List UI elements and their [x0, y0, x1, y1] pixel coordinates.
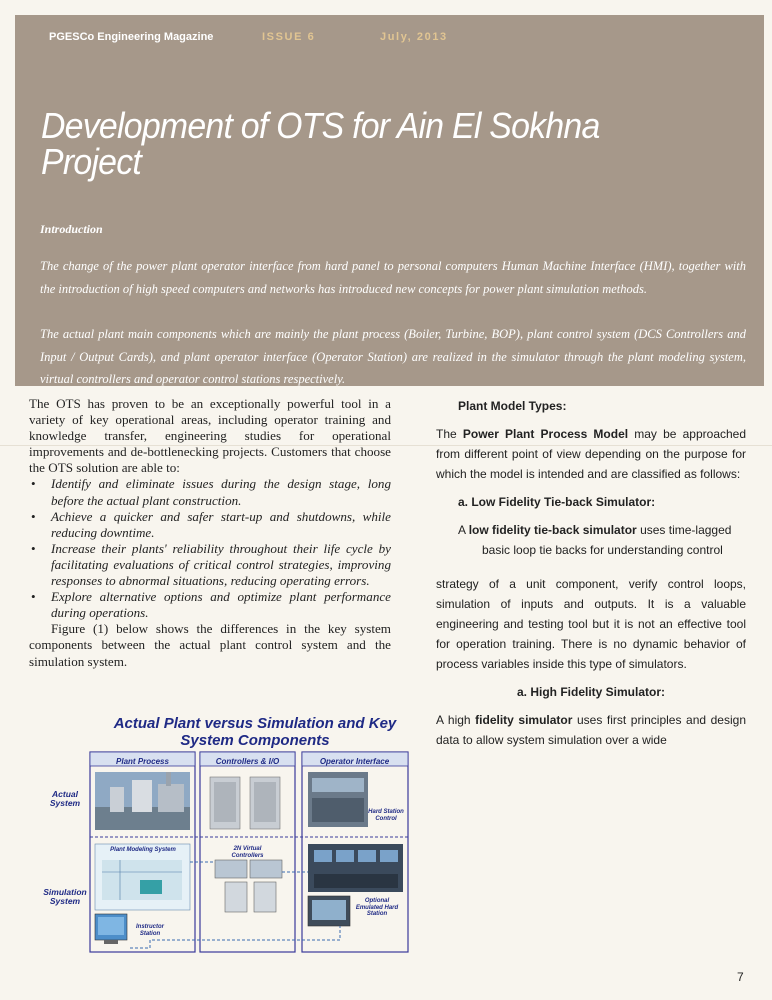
bullet-icon: • [31, 540, 36, 556]
right-column [436, 396, 746, 758]
system-components-figure [40, 712, 410, 958]
intro-paragraph: The actual plant main components which are mainly the plant process (Boiler, Turbine, BOP), plant control system (DCS Controllers and Input / Output Cards), and plant operator interface (Operator Station) are realized in the simulator through the plant modeling system, virtual controllers and operator control stations respectively. [40, 327, 746, 386]
body-paragraph: strategy of a unit component, verify control loops, simulation of inputs and outputs. It is a valuable engineering and testing tool but it is not an effective tool for operation training. There is no dynamic behavior of process variables inside this type of simulators. [436, 577, 746, 671]
figure-caption: Instructor Station [135, 924, 164, 937]
intro-heading: Introduction [40, 222, 103, 236]
figure-caption: Hard Station Control [368, 809, 404, 822]
body-paragraph: The OTS has proven to be an exceptionally powerful tool in a variety of key operational areas, including operator training and knowledge transfer, engineering studies for operational improvements and de-bottlenecking projects. Customers that choose the OTS solution are able to: [29, 396, 391, 476]
left-column [29, 396, 391, 670]
magazine-name: PGESCo Engineering Magazine [49, 31, 214, 43]
header-banner [15, 15, 764, 386]
issue-number: ISSUE 6 [262, 31, 316, 43]
figure-column-label: Controllers & I/O [215, 757, 280, 766]
bullet-item: • Increase their plants' reliability throughout their life cycle by facilitating evaluations of critical control strategies, improving responses to abnormal situations, reducing operating errors. [31, 540, 391, 589]
subsection-heading: a. High Fidelity Simulator: [516, 685, 665, 699]
bullet-icon: • [31, 476, 36, 492]
figure-caption: Plant Modeling System [110, 847, 176, 853]
subsection-heading: a. Low Fidelity Tie-back Simulator: [458, 495, 656, 509]
figure-column-label: Operator Interface [319, 757, 390, 766]
bullet-list [29, 476, 391, 621]
intro-paragraph: The change of the power plant operator interface from hard panel to personal computers Human Machine Interface (HMI), together with the introduction of high speed computers and networks has introduced new concepts for power plant simulation methods. [40, 259, 746, 296]
figure-caption: 2N Virtual Controllers [231, 846, 264, 859]
body-paragraph-continued: basic loop tie backs for understanding control [482, 543, 723, 557]
virtual-controller [215, 860, 247, 878]
bullet-item: • Achieve a quicker and safer start-up and shutdowns, while reducing downtime. [31, 508, 391, 540]
body-paragraph: A high fidelity simulator uses first principles and design data to allow system simulation over a wide [436, 713, 746, 747]
issue-date: July, 2013 [380, 31, 448, 43]
bullet-item: • Identify and eliminate issues during the design stage, long before the actual plant construction. [31, 476, 391, 508]
section-heading: Plant Model Types: [458, 399, 567, 413]
bullet-icon: • [31, 508, 36, 524]
article-title: Development of OTS for Ain El Sokhna Project [41, 105, 600, 182]
bullet-icon: • [31, 589, 36, 605]
body-paragraph: A low fidelity tie-back simulator uses time-lagged [458, 523, 732, 537]
figure-caption: Optional Emulated Hard Station [355, 898, 399, 917]
body-paragraph: Figure (1) below shows the differences in the key system components between the actual plant control system and the simulation system. [29, 621, 391, 669]
figure-row-label: Simulation System [43, 887, 87, 906]
bullet-item: • Explore alternative options and optimize plant performance during operations. [31, 589, 391, 621]
figure-column-label: Plant Process [116, 757, 169, 766]
figure-row-label: Actual System [49, 789, 81, 808]
virtual-controller [250, 860, 282, 878]
figure-title: Actual Plant versus Simulation and Key System Components [113, 715, 397, 749]
body-paragraph: The Power Plant Process Model may be approached from different point of view depending on the purpose for which the model is intended and are classified as follows: [436, 427, 747, 481]
page-number: 7 [737, 970, 744, 984]
